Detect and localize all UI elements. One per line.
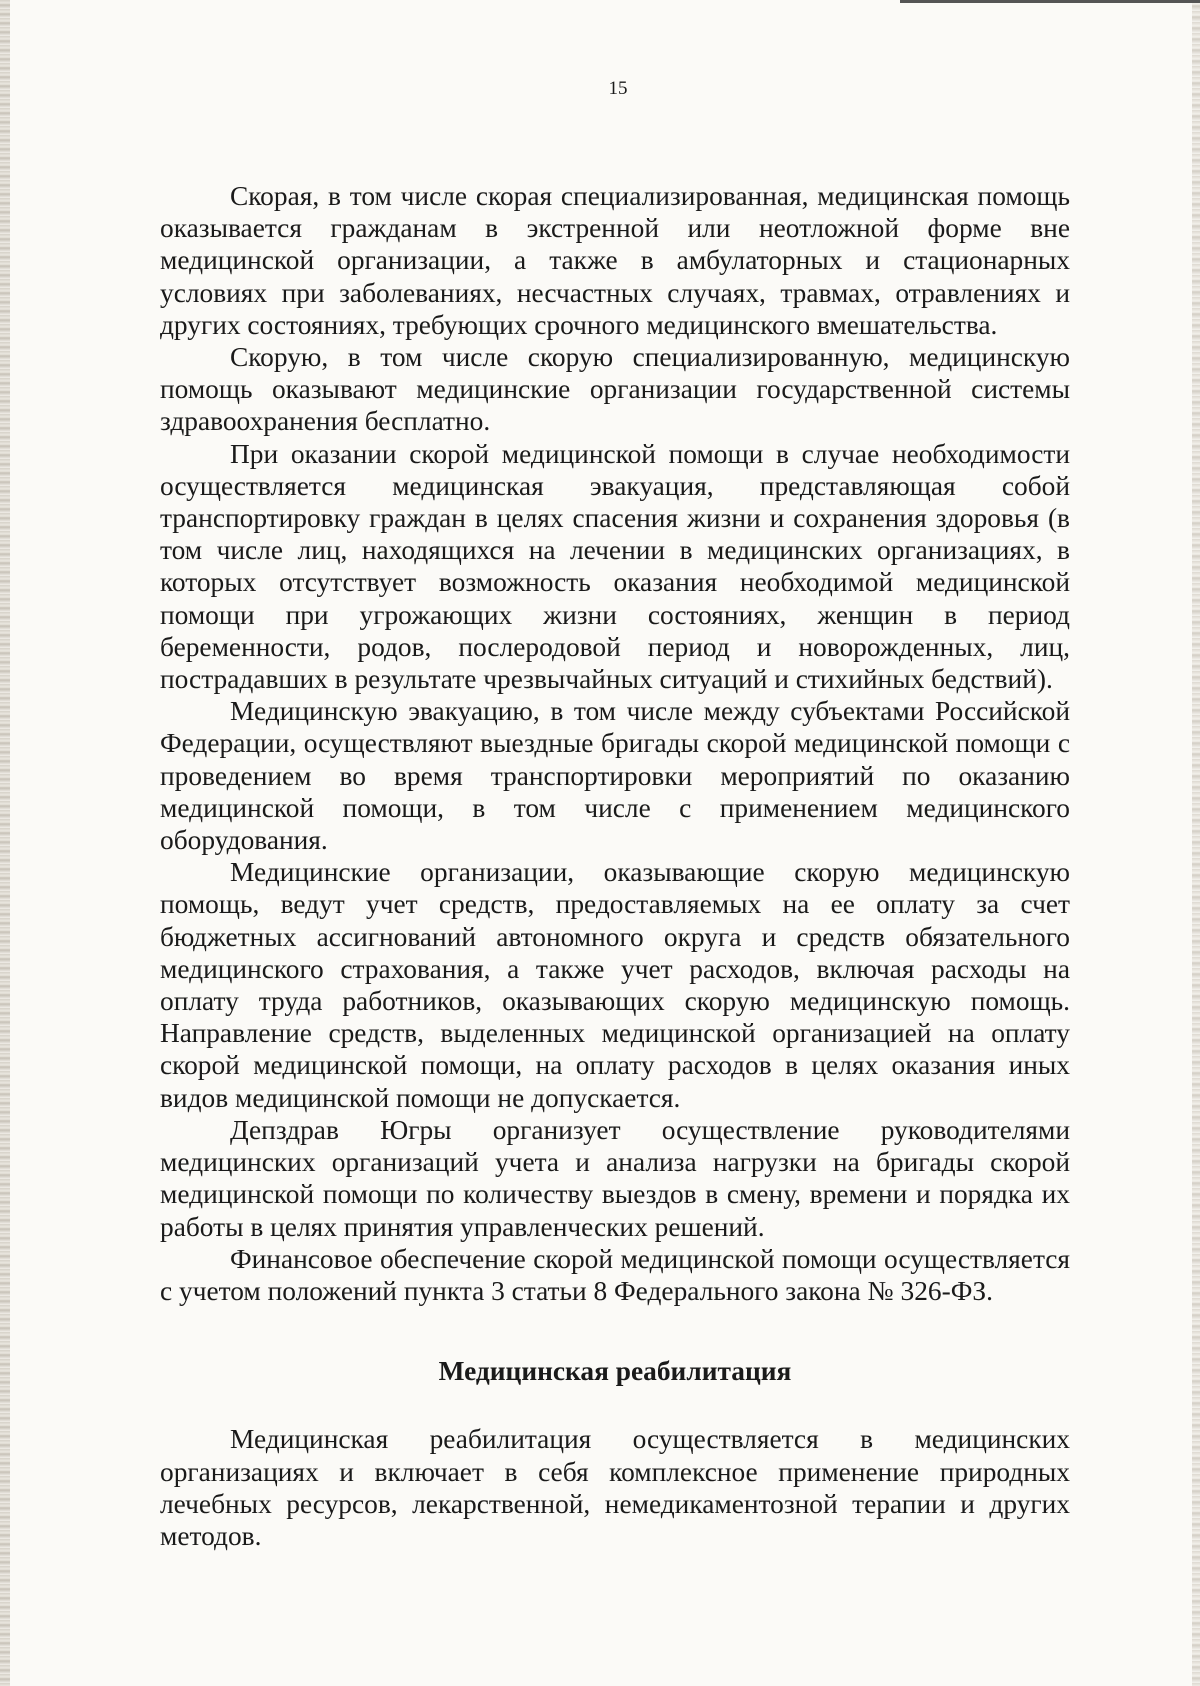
paragraph-workload-analysis: Депздрав Югры организует осуществление руководителями медицинских организаций учета и анализа нагрузки на бригады скорой медицинской помощи по количеству выездов в смену, времени и порядка их работы в целях принятия управленческих решений. bbox=[160, 1114, 1070, 1242]
section-heading: Медицинская реабилитация bbox=[438, 1356, 792, 1387]
document-body bbox=[160, 180, 1070, 1552]
scan-top-line bbox=[900, 0, 1200, 3]
paragraph-ambulance-providers: Скорую, в том числе скорую специализированную, медицинскую помощь оказывают медицинские организации государственной системы здравоохранения бесплатно. bbox=[160, 342, 1070, 437]
paragraph-ambulance-care: Скорая, в том числе скорая специализированная, медицинская помощь оказывается гражданам в экстренной или неотложной форме вне медицинской организации, а также в амбулаторных и стационарных условиях при заболеваниях, несчастных случаях, травмах, отравлениях и других состояниях, требующих срочного медицинского вмешательства. bbox=[160, 181, 1070, 340]
scan-edge-left bbox=[0, 0, 10, 1686]
paragraph-medical-evacuation: При оказании скорой медицинской помощи в случае необходимости осуществляется медицинская эвакуация, представляющая собой транспортировку граждан в целях спасения жизни и сохранения здоровья (в том числе лиц, находящихся на лечении в медицинских организациях, в которых отсутствует возможность оказания необходимой медицинской помощи при угрожающих жизни состояниях, женщин в период беременности, родов, послеродовой период и новорожденных, лиц, пострадавших в результате чрезвычайных ситуаций и стихийных бедствий). bbox=[160, 438, 1070, 695]
paragraph-rehabilitation: Медицинская реабилитация осуществляется в медицинских организациях и включает в себя комплексное применение природных лечебных ресурсов, лекарственной, немедикаментозной терапии и других методов. bbox=[160, 1424, 1070, 1551]
page-number: 15 bbox=[608, 78, 628, 99]
paragraph-evacuation-teams: Медицинскую эвакуацию, в том числе между субъектами Российской Федерации, осуществляют выездные бригады скорой медицинской помощи с проведением во время транспортировки мероприятий по оказанию медицинской помощи, в том числе с применением медицинского оборудования. bbox=[160, 696, 1070, 856]
paragraph-financing: Финансовое обеспечение скорой медицинской помощи осуществляется с учетом положений пункта 3 статьи 8 Федерального закона № 326-ФЗ. bbox=[160, 1243, 1070, 1306]
paragraph-funds-accounting: Медицинские организации, оказывающие скорую медицинскую помощь, ведут учет средств, предоставляемых на ее оплату за счет бюджетных ассигнований автономного округа и средств обязательного медицинского страхования, а также учет расходов, включая расходы на оплату труда работников, оказывающих скорую медицинскую помощь. Направление средств, выделенных медицинской организацией на оплату скорой медицинской помощи, на оплату расходов в целях оказания иных видов медицинской помощи не допускается. bbox=[160, 857, 1070, 1113]
scan-edge-right bbox=[1192, 0, 1200, 1686]
